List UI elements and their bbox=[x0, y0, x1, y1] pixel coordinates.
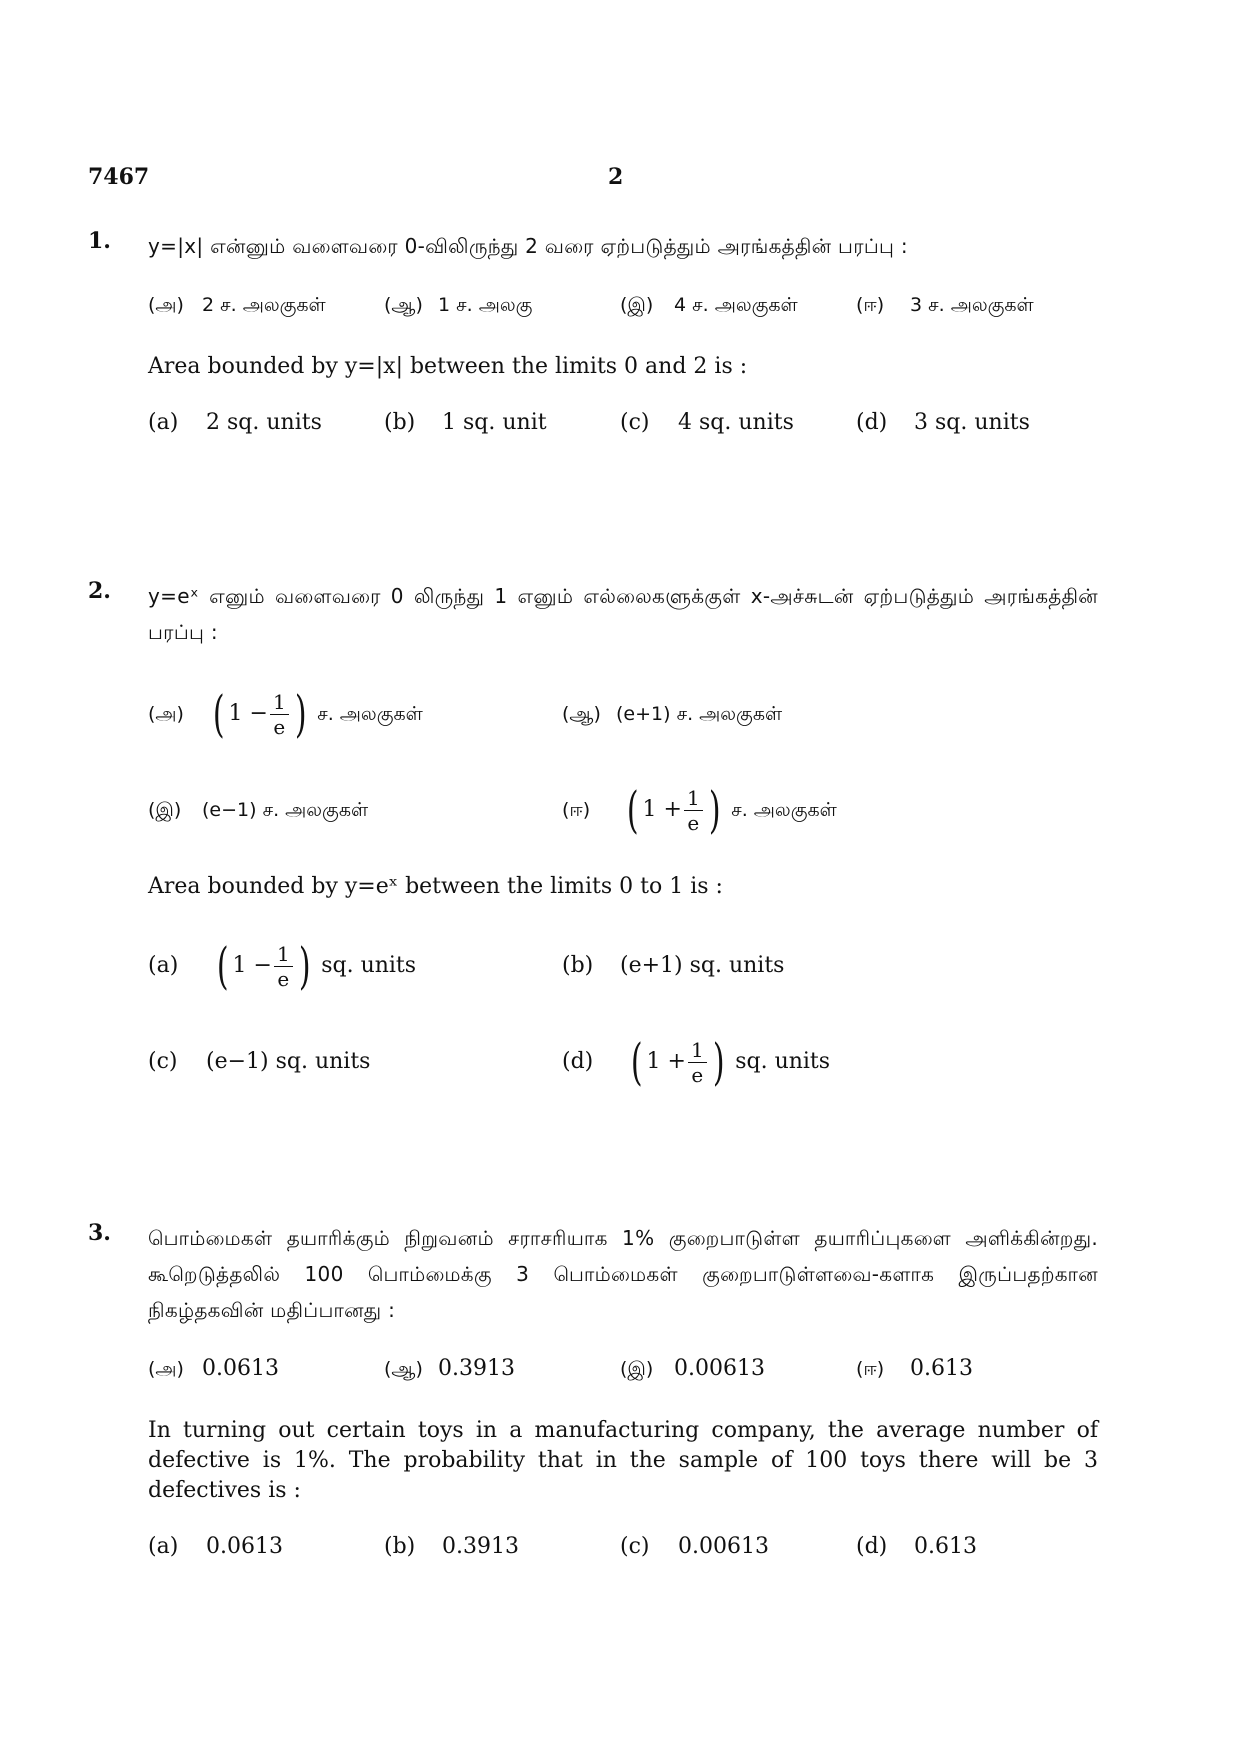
option-c[interactable]: (c) (e−1) sq. units bbox=[148, 1049, 371, 1074]
options-tamil bbox=[148, 1352, 1098, 1386]
option-d[interactable]: (d) ( 1 + $\frac{1}{e}$ ) sq. units bbox=[562, 1033, 831, 1091]
question-stem-english: Area bounded by y=eˣ between the limits 0 to 1 is : bbox=[148, 874, 723, 899]
fraction-expression: ( 1 − $\frac{1}{e}$ ) bbox=[216, 937, 311, 995]
fraction-expression: ( 1 − $\frac{1}{e}$ ) bbox=[212, 685, 307, 743]
option-tamil-d[interactable]: (ஈ) ( 1 + $\frac{1}{e}$ ) ச. அலகுகள் bbox=[562, 781, 837, 839]
option-tamil-a[interactable]: (அ) ( 1 − $\frac{1}{e}$ ) ச. அலகுகள் bbox=[148, 685, 423, 743]
options-tamil bbox=[148, 288, 1098, 322]
question-1 bbox=[88, 228, 1098, 440]
question-stem-tamil: y=eˣ எனும் வளைவரை 0 லிருந்து 1 எனும் எல்லைகளுக்குள் x-அச்சுடன் ஏற்படுத்தும் அரங்கத்தின் பரப்பு : bbox=[148, 584, 1098, 644]
question-number: 2. bbox=[88, 578, 111, 604]
option-tamil-b[interactable]: (ஆ) 1 ச. அலகு bbox=[384, 294, 533, 316]
option-a[interactable]: (a) 2 sq. units bbox=[148, 410, 322, 435]
option-tamil-a[interactable]: (அ) 2 ச. அலகுகள் bbox=[148, 294, 326, 316]
option-b[interactable]: (b) 0.3913 bbox=[384, 1534, 519, 1559]
question-number: 1. bbox=[88, 228, 111, 254]
option-tamil-d[interactable]: (ஈ) 0.613 bbox=[856, 1356, 973, 1381]
options-english-row-1 bbox=[148, 934, 1098, 998]
option-d[interactable]: (d) 3 sq. units bbox=[856, 410, 1030, 435]
options-english bbox=[148, 406, 1098, 440]
question-stem-english: In turning out certain toys in a manufacturing company, the average number of defective is 1%. The probability that in the sample of 100 toys there will be 3 defectives is : bbox=[148, 1418, 1098, 1503]
options-english bbox=[148, 1530, 1098, 1564]
option-tamil-b[interactable]: (ஆ) (e+1) ச. அலகுகள் bbox=[562, 703, 783, 725]
option-d[interactable]: (d) 0.613 bbox=[856, 1534, 977, 1559]
exam-code: 7467 bbox=[88, 164, 150, 190]
option-tamil-c[interactable]: (இ) 0.00613 bbox=[620, 1356, 765, 1381]
option-c[interactable]: (c) 4 sq. units bbox=[620, 410, 794, 435]
page-number: 2 bbox=[608, 164, 624, 190]
option-a[interactable]: (a) 0.0613 bbox=[148, 1534, 283, 1559]
question-3 bbox=[88, 1220, 1098, 1564]
option-b[interactable]: (b) 1 sq. unit bbox=[384, 410, 547, 435]
options-tamil-row-1 bbox=[148, 682, 1098, 746]
option-tamil-d[interactable]: (ஈ) 3 ச. அலகுகள் bbox=[856, 294, 1034, 316]
question-stem-english: Area bounded by y=|x| between the limits 0 and 2 is : bbox=[148, 354, 748, 379]
option-b[interactable]: (b) (e+1) sq. units bbox=[562, 953, 785, 978]
fraction-expression: ( 1 + $\frac{1}{e}$ ) bbox=[626, 781, 721, 839]
fraction-expression: ( 1 + $\frac{1}{e}$ ) bbox=[630, 1033, 725, 1091]
option-tamil-b[interactable]: (ஆ) 0.3913 bbox=[384, 1356, 515, 1381]
option-c[interactable]: (c) 0.00613 bbox=[620, 1534, 769, 1559]
question-stem-tamil: y=|x| என்னும் வளைவரை 0-விலிருந்து 2 வரை ஏற்படுத்தும் அரங்கத்தின் பரப்பு : bbox=[148, 234, 908, 258]
option-tamil-a[interactable]: (அ) 0.0613 bbox=[148, 1356, 279, 1381]
options-tamil-row-2 bbox=[148, 778, 1098, 842]
option-a[interactable]: (a) ( 1 − $\frac{1}{e}$ ) sq. units bbox=[148, 937, 417, 995]
question-number: 3. bbox=[88, 1220, 111, 1246]
option-tamil-c[interactable]: (இ) (e−1) ச. அலகுகள் bbox=[148, 799, 369, 821]
options-english-row-2 bbox=[148, 1030, 1098, 1094]
question-stem-tamil: பொம்மைகள் தயாரிக்கும் நிறுவனம் சராசரியாக 1% குறைபாடுள்ள தயாரிப்புகளை அளிக்கின்றது. கூறெடுத்தலில் 100 பொம்மைக்கு 3 பொம்மைகள் குறைபாடுள்ளவை-களாக இருப்பதற்கான நிகழ்தகவின் மதிப்பானது : bbox=[148, 1226, 1098, 1322]
question-2 bbox=[88, 578, 1098, 1094]
option-tamil-c[interactable]: (இ) 4 ச. அலகுகள் bbox=[620, 294, 798, 316]
